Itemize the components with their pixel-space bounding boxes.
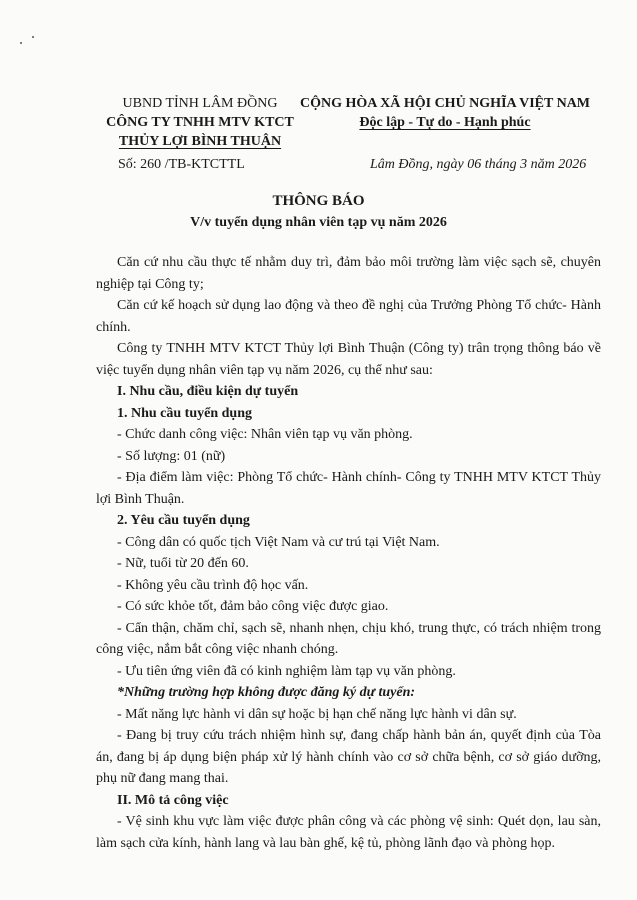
- list-item: - Cẩn thận, chăm chỉ, sạch sẽ, nhanh nhẹn, chịu khó, trung thực, có trách nhiệm trong công việc, nắm bắt công việc nhanh chóng.: [96, 620, 601, 657]
- paragraph: Căn cứ kế hoạch sử dụng lao động và theo đề nghị của Trưởng Phòng Tổ chức- Hành chính.: [96, 298, 601, 335]
- document-body: [96, 252, 601, 854]
- list-item: - Nữ, tuổi từ 20 đến 60.: [117, 556, 249, 571]
- document-subtitle: V/v tuyển dụng nhân viên tạp vụ năm 2026: [190, 215, 447, 230]
- issuer-block: [100, 94, 300, 151]
- national-title: CỘNG HÒA XÃ HỘI CHỦ NGHĨA VIỆT NAM: [300, 96, 591, 111]
- list-item: - Mất năng lực hành vi dân sự hoặc bị hạn chế năng lực hành vi dân sự.: [117, 706, 517, 722]
- list-item: - Địa điểm làm việc: Phòng Tổ chức- Hành chính- Công ty TNHH MTV KTCT Thủy lợi Bình Thuận.: [96, 470, 601, 507]
- list-item: - Số lượng: 01 (nữ): [117, 448, 226, 464]
- list-item: - Không yêu cầu trình độ học vấn.: [117, 577, 309, 593]
- list-item: - Đang bị truy cứu trách nhiệm hình sự, đang chấp hành bản án, quyết định của Tòa án, đang bị áp dụng biện pháp xử lý hành chính vào cơ sở chữa bệnh, cơ sở giáo dưỡng, phụ nữ đang mang thai.: [96, 728, 601, 786]
- national-motto: Độc lập - Tự do - Hạnh phúc: [359, 115, 531, 130]
- section-heading: II. Mô tả công việc: [117, 792, 229, 808]
- paragraph: Công ty TNHH MTV KTCT Thủy lợi Bình Thuận (Công ty) trân trọng thông báo về việc tuyển dụng nhân viên tạp vụ năm 2026, cụ thể như sau:: [96, 341, 601, 378]
- paragraph: Căn cứ nhu cầu thực tế nhằm duy trì, đảm bảo môi trường làm việc sạch sẽ, chuyên nghiệp tại Công ty;: [96, 255, 601, 292]
- issuer-authority: UBND TỈNH LÂM ĐỒNG: [122, 96, 278, 111]
- list-item: - Vệ sinh khu vực làm việc được phân công và các phòng vệ sinh: Quét dọn, lau sàn, làm sạch cửa kính, hành lang và lau bàn ghế, kệ tủ, phòng lãnh đạo và phòng họp.: [96, 814, 601, 851]
- document-title: THÔNG BÁO: [272, 193, 365, 209]
- national-motto-block: [300, 94, 590, 132]
- scan-speck: [32, 36, 34, 38]
- exclusion-heading: *Những trường hợp không được đăng ký dự tuyển:: [117, 685, 416, 700]
- issuer-company-name: THỦY LỢI BÌNH THUẬN: [118, 134, 282, 149]
- list-item: - Có sức khỏe tốt, đảm bảo công việc được giao.: [117, 599, 389, 614]
- list-item: - Chức danh công việc: Nhân viên tạp vụ văn phòng.: [117, 427, 413, 442]
- issuer-company: CÔNG TY TNHH MTV KTCT: [106, 115, 294, 130]
- list-item: - Công dân có quốc tịch Việt Nam và cư trú tại Việt Nam.: [117, 534, 440, 550]
- document-date: Lâm Đồng, ngày 06 tháng 3 năm 2026: [370, 157, 587, 172]
- section-heading: I. Nhu cầu, điều kiện dự tuyển: [117, 384, 299, 399]
- scan-speck: [20, 42, 22, 44]
- subsection-heading: 2. Yêu cầu tuyển dụng: [117, 513, 250, 528]
- list-item: - Ưu tiên ứng viên đã có kinh nghiệm làm tạp vụ văn phòng.: [117, 663, 456, 679]
- subsection-heading: 1. Nhu cầu tuyển dụng: [117, 405, 252, 421]
- document-number: Số: 260 /TB-KTCTTL: [118, 157, 245, 172]
